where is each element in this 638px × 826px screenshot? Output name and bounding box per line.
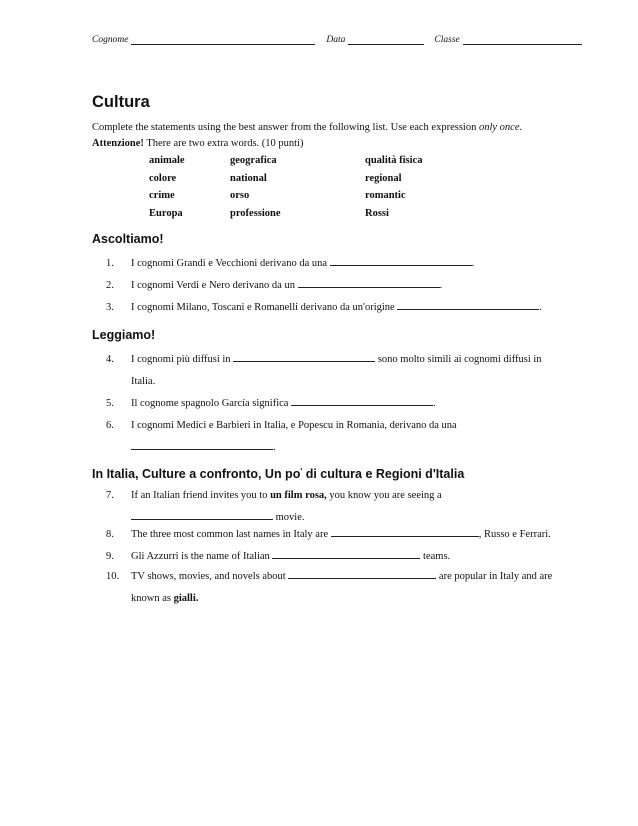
question-number: 2. [106,280,114,291]
classe-field [434,35,582,45]
question-number: 8. [106,529,114,540]
answer-blank[interactable] [397,298,539,310]
answer-blank[interactable] [288,567,436,579]
answer-blank[interactable] [331,525,479,537]
answer-blank[interactable] [131,508,273,520]
question-text-end: . [471,258,475,269]
question-text-mid: you know you are seeing a [326,490,442,501]
word-bank-item: crime [149,190,175,202]
question-number: 7. [106,490,114,501]
word-bank-item: geografica [230,155,277,167]
word-bank-item: regional [365,172,402,184]
word-bank-item: Europa [149,207,183,219]
cognome-label: Cognome [92,35,129,45]
section-heading-ascoltiamo: Ascoltiamo! [92,232,164,246]
word-bank-item: professione [230,207,281,219]
question-number: 3. [106,302,114,313]
question-text-continued: known as [131,593,174,604]
question-text: I cognomi più diffusi in [131,354,234,365]
question-1 [106,253,576,275]
question-3 [106,297,576,319]
instructions-text-1: Complete the statements using the best answer from the following list. Use each expression [92,122,479,133]
classe-label: Classe [434,35,460,45]
question-6 [106,415,576,459]
question-2 [106,275,576,297]
instructions-text-3: There are two extra words. (10 punti) [143,138,304,149]
question-number: 5. [106,398,114,409]
question-text: The three most common last names in Italy are [131,529,331,540]
cognome-field [92,35,326,45]
section-heading-text-2: di cultura e Regioni d'Italia [302,467,465,481]
word-bank-item: qualità fisica [365,155,423,167]
section-heading-apostrophe: ' [300,467,303,476]
instructions-emphasis: only once [478,122,520,133]
question-10 [106,566,576,610]
answer-blank[interactable] [131,438,273,450]
word-bank-row [149,187,422,205]
data-label: Data [326,35,346,45]
word-bank-item: national [230,172,267,184]
answer-blank[interactable] [291,394,433,406]
answer-blank[interactable] [233,350,375,362]
question-text-end: sono molto simili ai cognomi diffusi in [375,354,542,365]
question-text-end: . [273,442,276,453]
word-bank-item: colore [149,172,177,184]
instructions [92,120,572,152]
question-text: I cognomi Medici e Barbieri in Italia, e Popescu in Romania, derivano da una [131,420,457,431]
question-text-bold: gialli. [173,593,199,604]
question-number: 9. [106,551,114,562]
question-text-end: are popular in Italy and are [436,571,553,582]
word-bank-row [149,170,422,188]
question-text-end: teams. [420,551,451,562]
question-text: Gli Azzurri is the name of Italian [131,551,273,562]
question-text-end: movie. [273,512,305,523]
question-9 [106,546,576,568]
answer-blank[interactable] [330,254,472,266]
answer-blank[interactable] [298,276,440,288]
question-7 [106,485,576,529]
cognome-blank[interactable] [131,35,315,45]
question-text: I cognomi Milano, Toscani e Romanelli derivano da un'origine [131,302,398,313]
word-bank [149,152,422,222]
question-text-continued: Italia. [131,376,156,387]
question-4 [106,349,576,393]
question-text: I cognomi Grandi e Vecchioni derivano da una [131,258,330,269]
question-text-bold: un film rosa, [270,490,327,501]
question-text: I cognomi Verdi e Nero derivano da un [131,280,298,291]
section-heading-text-1: In Italia, Culture a confronto, Un po [92,467,301,481]
section-heading-culture [92,467,464,481]
word-bank-item: romantic [365,190,406,202]
word-bank-item: animale [149,155,185,167]
question-text: If an Italian friend invites you to [131,490,271,501]
attention-label: Attenzione! [92,138,144,149]
question-8 [106,524,576,546]
section-heading-leggiamo: Leggiamo! [92,328,156,342]
word-bank-row [149,152,422,170]
question-number: 10. [106,571,120,582]
question-text: TV shows, movies, and novels about [131,571,289,582]
question-number: 4. [106,354,114,365]
word-bank-row [149,205,422,223]
page-title: Cultura [92,93,150,111]
header-fields [92,35,582,45]
classe-blank[interactable] [463,35,582,45]
data-blank[interactable] [348,35,424,45]
word-bank-item: Rossi [365,207,389,219]
data-field [326,35,434,45]
question-text-end: . [439,280,443,291]
question-text-end: . [539,302,542,313]
question-number: 1. [106,258,114,269]
question-text-end: . [433,398,436,409]
word-bank-item: orso [230,190,250,202]
question-text: Il cognome spagnolo García significa [131,398,292,409]
instructions-text-2: . [519,122,523,133]
question-text-end: , Russo e Ferrari. [478,529,551,540]
question-5 [106,393,576,415]
answer-blank[interactable] [272,547,420,559]
question-number: 6. [106,420,114,431]
